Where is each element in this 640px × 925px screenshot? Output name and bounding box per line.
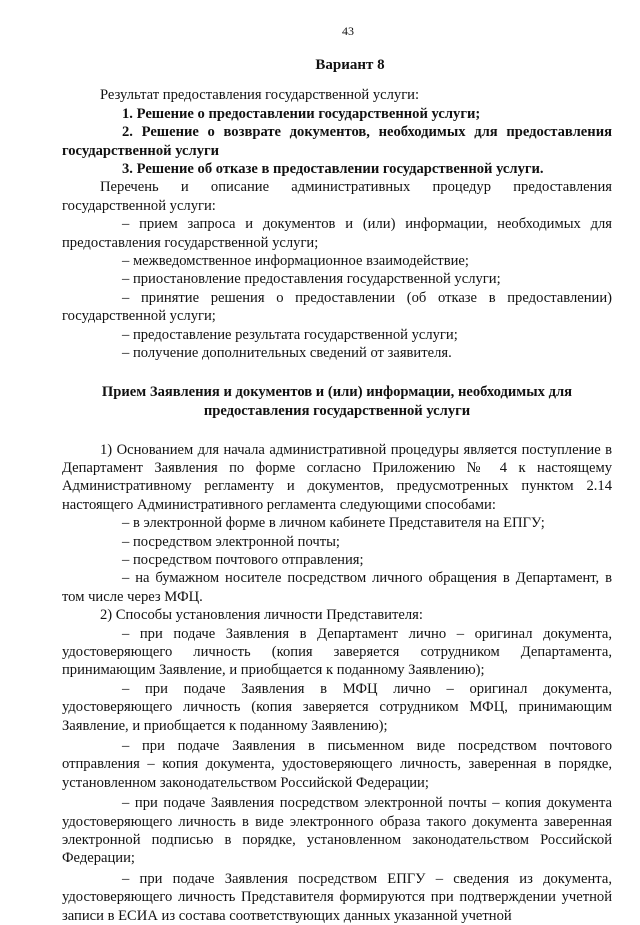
submission-way-item: – посредством электронной почты; xyxy=(122,533,340,550)
procedure-item: – межведомственное информационное взаимодействие; xyxy=(122,253,469,270)
section-heading: Прием Заявления и документов и (или) информации, необходимых для предоставления государственной услуги xyxy=(101,383,573,419)
identity-method-item: – при подаче Заявления в Департамент лично – оригинал документа, удостоверяющего личность (копия заверяется сотрудником Департамента, принимающим Заявление, и приобщается к поданному Заявлению); xyxy=(62,625,612,679)
page-number: 43 xyxy=(342,24,354,38)
procedure-item: – предоставление результата государственной услуги; xyxy=(122,326,458,343)
submission-way-item: – на бумажном носителе посредством личного обращения в Департамент, в том числе через МФЦ. xyxy=(62,570,612,605)
result-item-1: 1. Решение о предоставлении государственной услуги; xyxy=(122,105,481,122)
point-2-text: 2) Способы установления личности Представителя: xyxy=(100,607,423,624)
result-item-2: 2. Решение о возврате документов, необходимых для предоставления государственной услуги xyxy=(62,124,612,159)
procedure-item: – получение дополнительных сведений от заявителя. xyxy=(122,345,452,362)
identity-method-item: – при подаче Заявления в МФЦ лично – оригинал документа, удостоверяющего личность (копия заверяется сотрудником МФЦ, принимающим Заявление, и приобщается к поданному Заявлению); xyxy=(62,680,612,734)
point-1-text: 1) Основанием для начала административной процедуры является поступление в Департамент Заявления по форме согласно Приложению № 4 к настоящему Административному регламенту и документов, предусмотренных пунктом 2.14 настоящего Административного регламента следующими способами: xyxy=(62,441,612,513)
identity-method-item: – при подаче Заявления посредством электронной почты – копия документа удостоверяющего личность в виде электронного образа такого документа заверенная электронной подписью в порядке, установленном законодательством Российской Федерации; xyxy=(62,795,612,867)
procedure-item: – прием запроса и документов и (или) информации, необходимых для предоставления государственной услуги; xyxy=(62,216,612,251)
procedure-item: – принятие решения о предоставлении (об отказе в предоставлении) государственной услуги; xyxy=(62,289,612,325)
procedure-item: – приостановление предоставления государственной услуги; xyxy=(122,271,501,288)
submission-way-item: – в электронной форме в личном кабинете Представителя на ЕПГУ; xyxy=(122,515,545,532)
identity-method-item: – при подаче Заявления в письменном виде посредством почтового отправления – копия документа, удостоверяющего личность, заверенная в порядке, установленном законодательством Российской Федерации; xyxy=(62,738,612,791)
submission-way-item: – посредством почтового отправления; xyxy=(122,551,364,568)
variant-title: Вариант 8 xyxy=(315,57,385,73)
result-item-3: 3. Решение об отказе в предоставлении государственной услуги. xyxy=(122,161,544,178)
result-intro: Результат предоставления государственной услуги: xyxy=(100,87,420,104)
procedures-intro: Перечень и описание административных процедур предоставления государственной услуги: xyxy=(62,179,612,214)
identity-method-item: – при подаче Заявления посредством ЕПГУ – сведения из документа, удостоверяющего личность Представителя формируются при подтверждении учетной записи в ЕСИА из состава соответствующих данных указанной учетной xyxy=(62,870,612,924)
